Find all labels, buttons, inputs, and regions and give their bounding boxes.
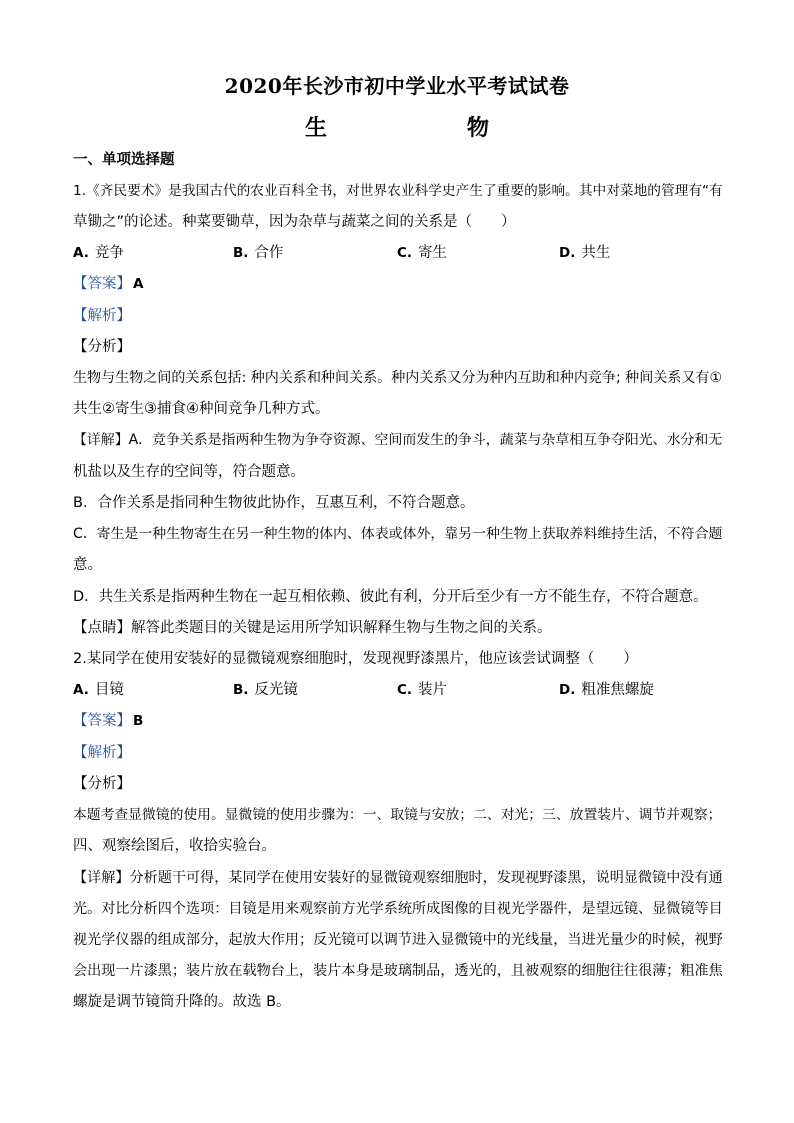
q2-option-c: C. 装片 <box>397 682 448 698</box>
q1-option-a: A. 竞争 <box>73 245 124 261</box>
q1-dianjing-label: 【点睛】 <box>73 620 131 636</box>
q1-option-c: C. 寄生 <box>397 245 448 261</box>
q1-fenxi-line2: 共生②寄生③捕食④种间竞争几种方式。 <box>73 401 330 417</box>
q1-answer-label: 【答案】 <box>73 276 131 292</box>
q1-detail-line3: B．合作关系是指同种生物彼此协作，互惠互利，不符合题意。 <box>73 495 475 511</box>
q2-detail-label: 【详解】 <box>73 870 130 886</box>
subject-char-left: 生 <box>304 115 327 141</box>
section-heading: 一、单项选择题 <box>73 152 175 168</box>
q1-option-b: B. 合作 <box>233 245 284 261</box>
q2-detail-line4: 会出现一片漆黑；装片放在载物台上，装片本身是玻璃制品，透光的，且被观察的细胞往往很薄；粗准焦 <box>73 963 723 979</box>
q2-answer-value: B <box>133 713 144 729</box>
q2-option-b: B. 反光镜 <box>233 682 298 698</box>
q1-detail-line1: 【详解】A．竞争关系是指两种生物为争夺资源、空间而发生的争斗，蔬菜与杂草相互争夺阳光、水分和无 <box>73 432 723 448</box>
page-title: 2020年长沙市初中学业水平考试试卷 <box>224 74 570 98</box>
q2-fenxi-line1: 本题考查显微镜的使用。显微镜的使用步骤为：一、取镜与安放；二、对光；三、放置装片、调节并观察； <box>73 807 722 823</box>
q2-stem-line1: 2.某同学在使用安装好的显微镜观察细胞时，发现视野漆黑片，他应该尝试调整（ ） <box>73 651 638 667</box>
q2-option-a: A. 目镜 <box>73 682 124 698</box>
q1-answer-value: A <box>133 276 144 292</box>
q1-options <box>73 243 723 263</box>
q2-detail-line2: 光。对比分析四个选项：目镜是用来观察前方光学系统所成图像的目视光学器件，是望远镜、显微镜等目 <box>73 901 723 917</box>
q1-analysis-label: 【解析】 <box>73 308 131 324</box>
q1-option-d: D. 共生 <box>559 245 611 261</box>
q1-stem-line2: 草锄之”的论述。种菜要锄草，因为杂草与蔬菜之间的关系是（ ） <box>73 214 516 230</box>
q1-detail-label: 【详解】 <box>73 432 129 448</box>
q1-stem-line1: 1.《齐民要术》是我国古代的农业百科全书，对世界农业科学史产生了重要的影响。其中对菜地的管理有“有 <box>73 183 723 199</box>
q2-options <box>73 680 723 700</box>
q2-answer <box>73 711 723 731</box>
q1-detail-line6: D．共生关系是指两种生物在一起互相依赖、彼此有利，分开后至少有一方不能生存，不符合题意。 <box>73 589 708 605</box>
q2-option-d: D. 粗准焦螺旋 <box>559 682 654 698</box>
q1-fenxi-line1: 生物与生物之间的关系包括: 种内关系和种间关系。种内关系又分为种内互助和种内竞争; 种间关系又有① <box>73 370 723 386</box>
q1-detail-line4: C．寄生是一种生物寄生在另一种生物的体内、体表或体外，靠另一种生物上获取养料维持生活，不符合题 <box>73 526 723 542</box>
subject-title <box>0 111 794 142</box>
q1-fenxi-label: 【分析】 <box>73 339 131 355</box>
q2-analysis-label: 【解析】 <box>73 745 131 761</box>
q2-fenxi-line2: 四、观察绘图后，收拾实验台。 <box>73 838 276 854</box>
q2-fenxi-label: 【分析】 <box>73 776 131 792</box>
q2-detail-line1: 【详解】分析题干可得，某同学在使用安装好的显微镜观察细胞时，发现视野漆黑，说明显微镜中没有通 <box>73 870 723 886</box>
q1-detail-line5: 意。 <box>73 557 102 573</box>
subject-char-right: 物 <box>467 115 490 141</box>
q2-detail-line5: 螺旋是调节镜筒升降的。故选 B。 <box>73 994 291 1010</box>
q1-detail-line2: 机盐以及生存的空间等，符合题意。 <box>73 464 305 480</box>
q1-answer <box>73 274 723 294</box>
q1-dianjing: 【点睛】解答此类题目的关键是运用所学知识解释生物与生物之间的关系。 <box>73 620 552 636</box>
q2-answer-label: 【答案】 <box>73 713 131 729</box>
q2-detail-line3: 视光学仪器的组成部分，起放大作用；反光镜可以调节进入显微镜中的光线量，当进光量少的时候，视野 <box>73 932 723 948</box>
